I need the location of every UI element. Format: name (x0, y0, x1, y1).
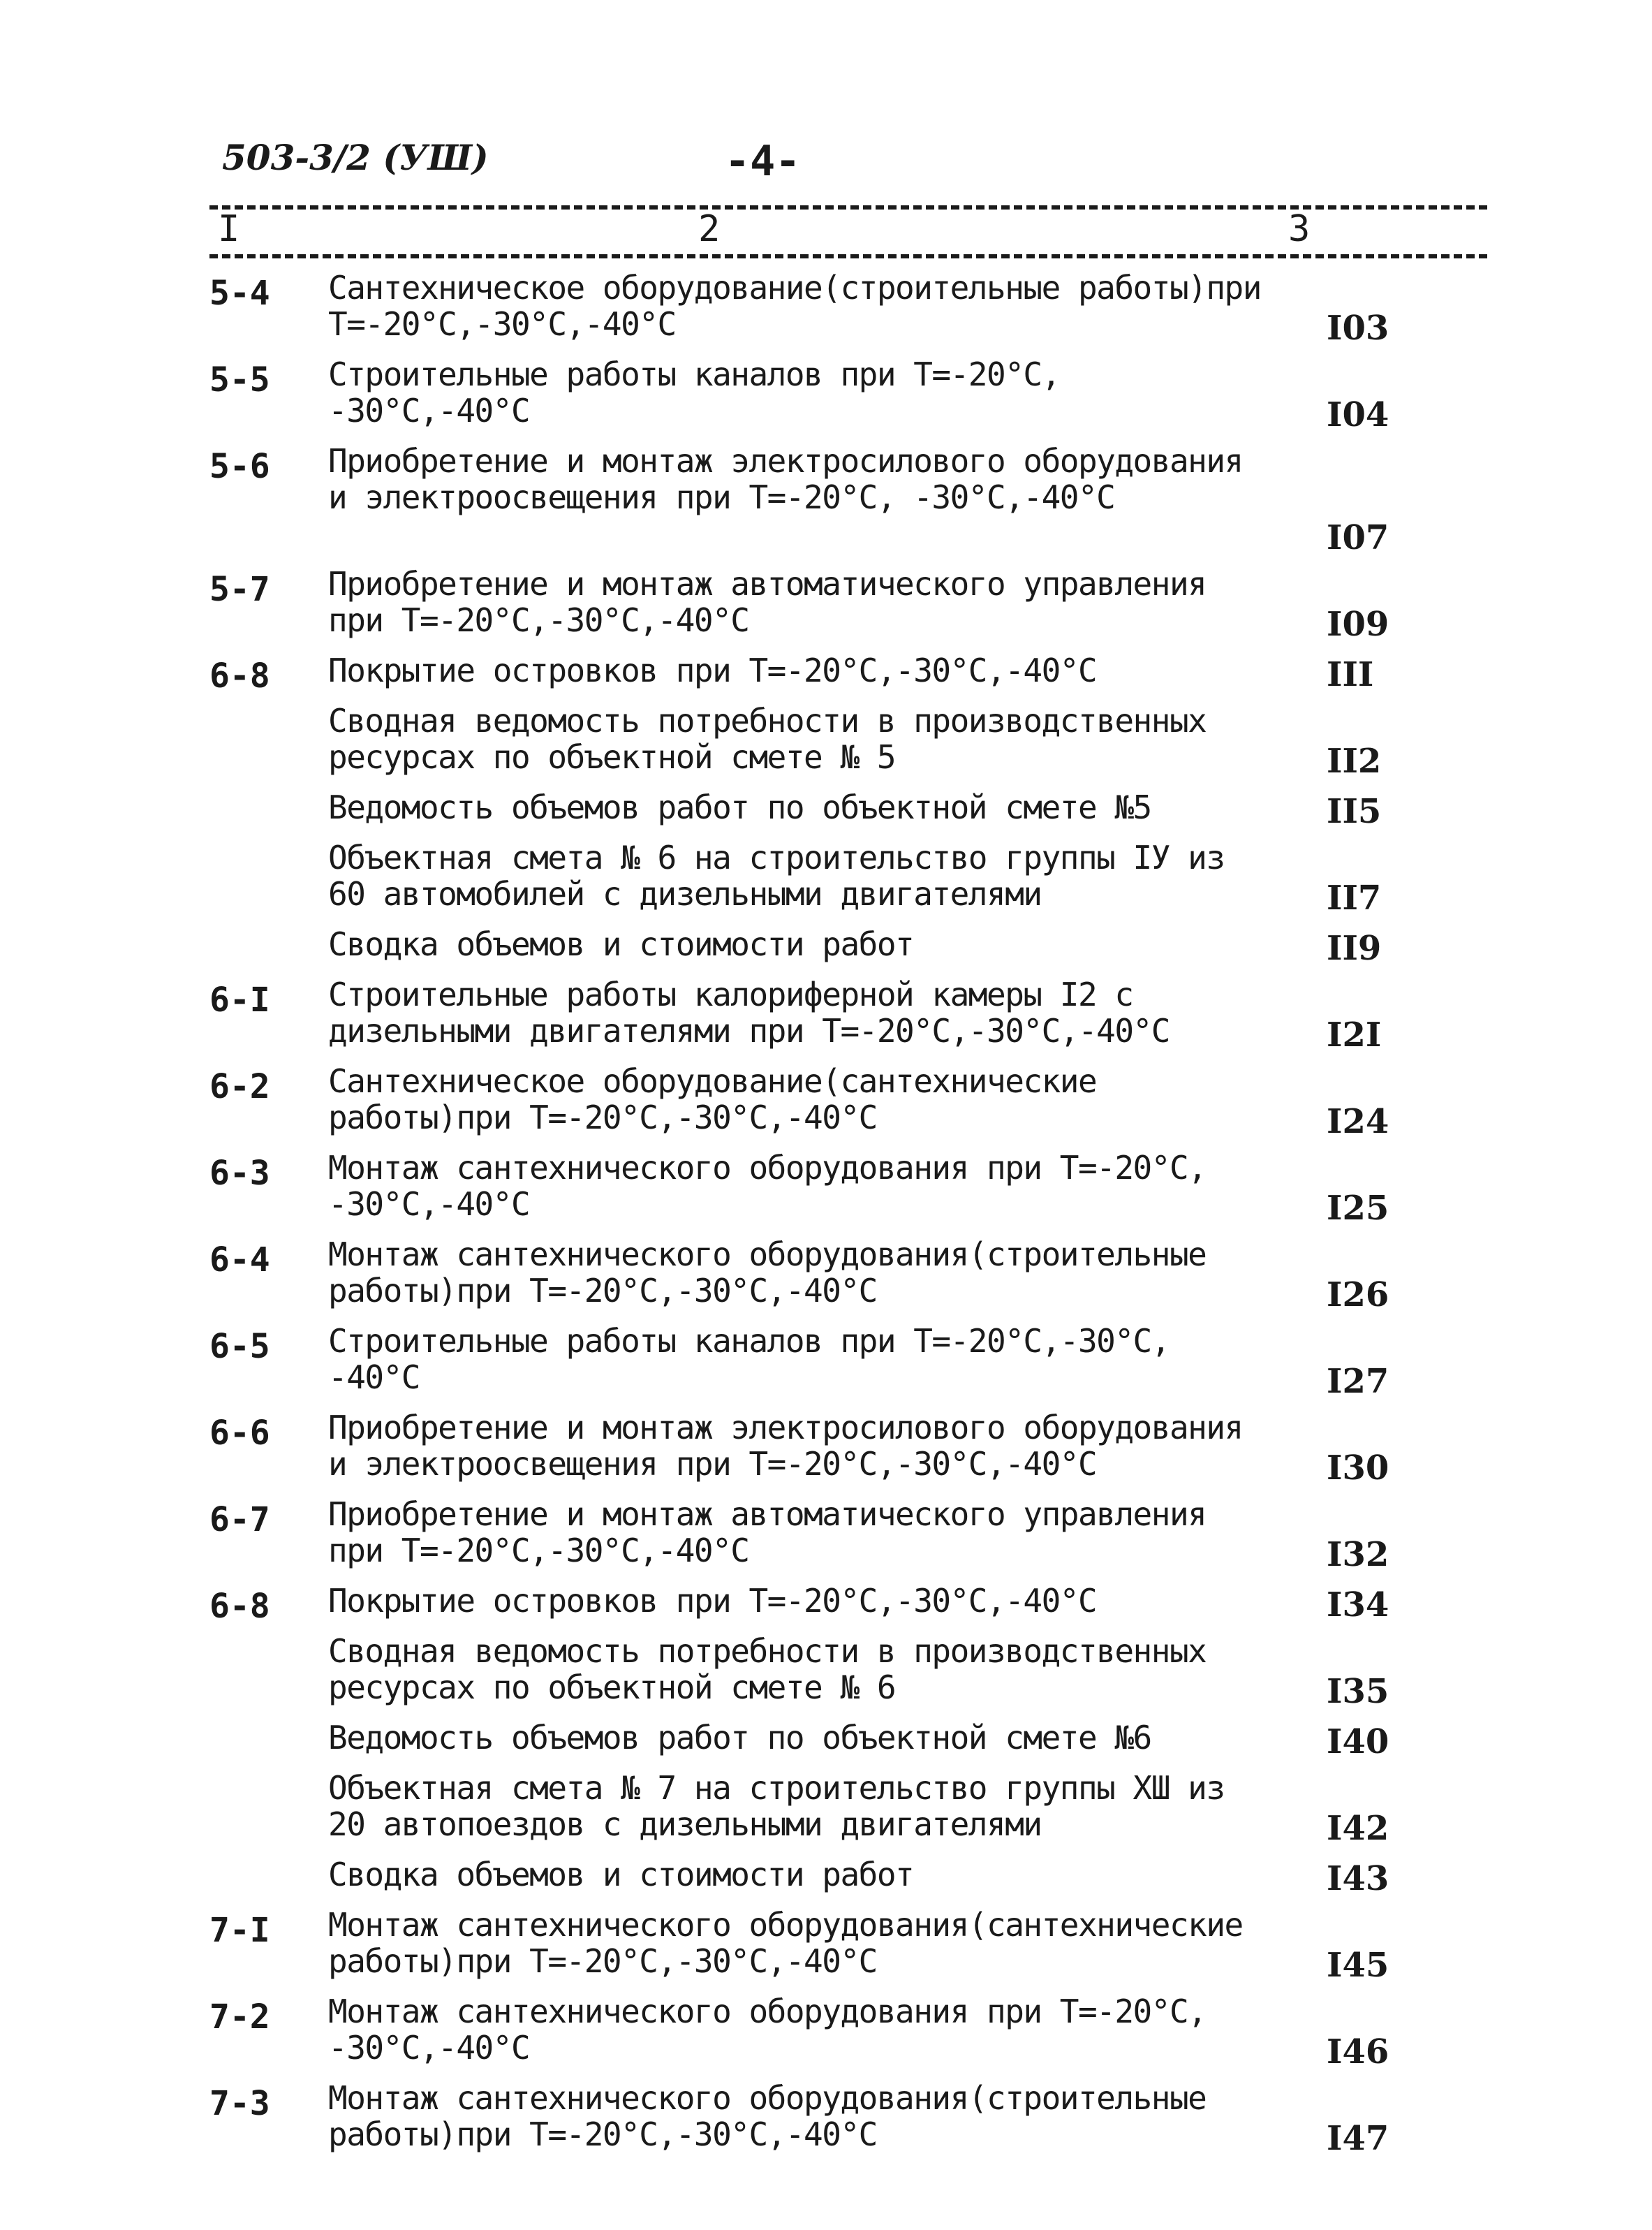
entry-title: Сводка объемов и стоимости работ (328, 925, 914, 963)
page-reference: I25 (1327, 1189, 1389, 1228)
entry-title: Покрытие островков при Т=-20°С,-30°С,-40°С (328, 652, 1097, 689)
page-reference: I43 (1327, 1859, 1389, 1898)
entry-title: Сантехническое оборудование(сантехнические работы)при Т=-20°С,-30°С,-40°С (328, 1062, 1097, 1136)
column-number-3: 3 (1288, 208, 1311, 250)
column-number-1: I (218, 208, 240, 250)
entry-title: Монтаж сантехнического оборудования(сантехнические работы)при Т=-20°С,-30°С,-40°С (328, 1906, 1243, 1980)
table-row (0, 1583, 1652, 1633)
table-row (0, 2080, 1652, 2166)
entry-title: Приобретение и монтаж автоматического управления при Т=-20°С,-30°С,-40°С (328, 565, 1207, 639)
table-row (0, 356, 1652, 443)
page-reference: II5 (1327, 792, 1382, 831)
entry-title: Строительные работы калориферной камеры I2 с дизельными двигателями при Т=-20°С,-30°С,-40°С (328, 976, 1170, 1050)
section-code: 6-I (209, 981, 270, 1020)
entry-title: Ведомость объемов работ по объектной смете №6 (328, 1719, 1151, 1756)
table-row (0, 1063, 1652, 1150)
section-code: 5-5 (209, 360, 270, 399)
section-code: 7-I (209, 1911, 270, 1950)
section-code: 7-2 (209, 1997, 270, 2037)
table-row (0, 976, 1652, 1063)
table-row (0, 1323, 1652, 1409)
header-dashed-rule (209, 254, 1487, 258)
table-row (0, 703, 1652, 789)
table-row (0, 1236, 1652, 1323)
page-reference: I32 (1327, 1535, 1389, 1574)
entry-title: Сантехническое оборудование(строительные работы)при Т=-20°С,-30°С,-40°С (328, 269, 1261, 343)
page-reference: I2I (1327, 1015, 1382, 1055)
entry-title: Сводная ведомость потребности в производственных ресурсах по объектной смете № 6 (328, 1632, 1207, 1706)
table-row (0, 839, 1652, 926)
section-code: 5-7 (209, 570, 270, 609)
entry-title: Объектная смета № 6 на строительство группы IУ из 60 автомобилей с дизельными двигателями (328, 839, 1225, 913)
page-reference: II2 (1327, 742, 1382, 781)
page-reference: I26 (1327, 1275, 1389, 1314)
page-reference: I27 (1327, 1362, 1389, 1401)
table-row (0, 1856, 1652, 1907)
page-header (222, 137, 1465, 193)
table-row (0, 1409, 1652, 1496)
page-reference: I34 (1327, 1585, 1389, 1624)
entry-title: Сводная ведомость потребности в производственных ресурсах по объектной смете № 5 (328, 702, 1207, 776)
entry-title: Приобретение и монтаж автоматического управления при Т=-20°С,-30°С,-40°С (328, 1495, 1207, 1569)
section-code: 6-8 (209, 656, 270, 696)
page-reference: I09 (1327, 605, 1389, 644)
table-row (0, 566, 1652, 652)
entry-title: Ведомость объемов работ по объектной смете №5 (328, 788, 1151, 826)
page-reference: I24 (1327, 1102, 1389, 1141)
page-reference: I07 (1327, 518, 1389, 557)
page-reference: I46 (1327, 2032, 1389, 2071)
entry-title: Монтаж сантехнического оборудования(строительные работы)при Т=-20°С,-30°С,-40°С (328, 1235, 1207, 1310)
column-number-2: 2 (698, 208, 721, 250)
entry-title: Монтаж сантехнического оборудования при Т=-20°С, -30°С,-40°С (328, 1149, 1207, 1223)
section-code: 6-3 (209, 1154, 270, 1193)
table-row (0, 1719, 1652, 1770)
page-reference: I45 (1327, 1946, 1389, 1985)
section-code: 6-2 (209, 1067, 270, 1106)
entry-title: Покрытие островков при Т=-20°С,-30°С,-40°С (328, 1582, 1097, 1620)
table-row (0, 443, 1652, 566)
table-row (0, 1770, 1652, 1856)
section-code: 6-7 (209, 1500, 270, 1539)
table-row (0, 1150, 1652, 1236)
section-code: 5-4 (209, 274, 270, 313)
entry-title: Монтаж сантехнического оборудования(строительные работы)при Т=-20°С,-30°С,-40°С (328, 2079, 1207, 2153)
page-reference: II9 (1327, 929, 1382, 968)
section-code: 5-6 (209, 447, 270, 486)
table-row (0, 1907, 1652, 1993)
page-number: -4- (725, 137, 801, 186)
section-code: 6-4 (209, 1240, 270, 1279)
entry-title: Монтаж сантехнического оборудования при Т=-20°С, -30°С,-40°С (328, 1993, 1207, 2067)
entry-title: Сводка объемов и стоимости работ (328, 1856, 914, 1893)
page-reference: I30 (1327, 1448, 1389, 1488)
column-number-row (0, 208, 1652, 253)
entry-title: Приобретение и монтаж электросилового оборудования и электроосвещения при Т=-20°С,-30°С,-40°С (328, 1409, 1243, 1483)
page-reference: III (1327, 655, 1374, 694)
table-row (0, 652, 1652, 703)
section-code: 7-3 (209, 2084, 270, 2123)
document-code: 503-3/2 (УШ) (222, 137, 489, 178)
entry-title: Приобретение и монтаж электросилового оборудования и электроосвещения при Т=-20°С, -30°С,-40°С (328, 442, 1243, 516)
table-row (0, 1993, 1652, 2080)
page-reference: I03 (1327, 309, 1389, 348)
page-reference: I47 (1327, 2119, 1389, 2158)
page-reference: I35 (1327, 1672, 1389, 1711)
contents-table (0, 270, 1652, 2166)
entry-title: Строительные работы каналов при Т=-20°С, -30°С,-40°С (328, 355, 1060, 430)
table-row (0, 270, 1652, 356)
entry-title: Строительные работы каналов при Т=-20°С,-30°С, -40°С (328, 1322, 1170, 1396)
section-code: 6-6 (209, 1414, 270, 1453)
table-row (0, 1496, 1652, 1583)
page-reference: II7 (1327, 879, 1382, 918)
entry-title: Объектная смета № 7 на строительство группы XШ из 20 автопоездов с дизельными двигателями (328, 1769, 1225, 1843)
table-row (0, 789, 1652, 839)
section-code: 6-5 (209, 1327, 270, 1366)
table-row (0, 926, 1652, 976)
page-reference: I40 (1327, 1722, 1389, 1761)
table-row (0, 1633, 1652, 1719)
page-reference: I04 (1327, 395, 1389, 434)
section-code: 6-8 (209, 1587, 270, 1626)
page-reference: I42 (1327, 1809, 1389, 1848)
